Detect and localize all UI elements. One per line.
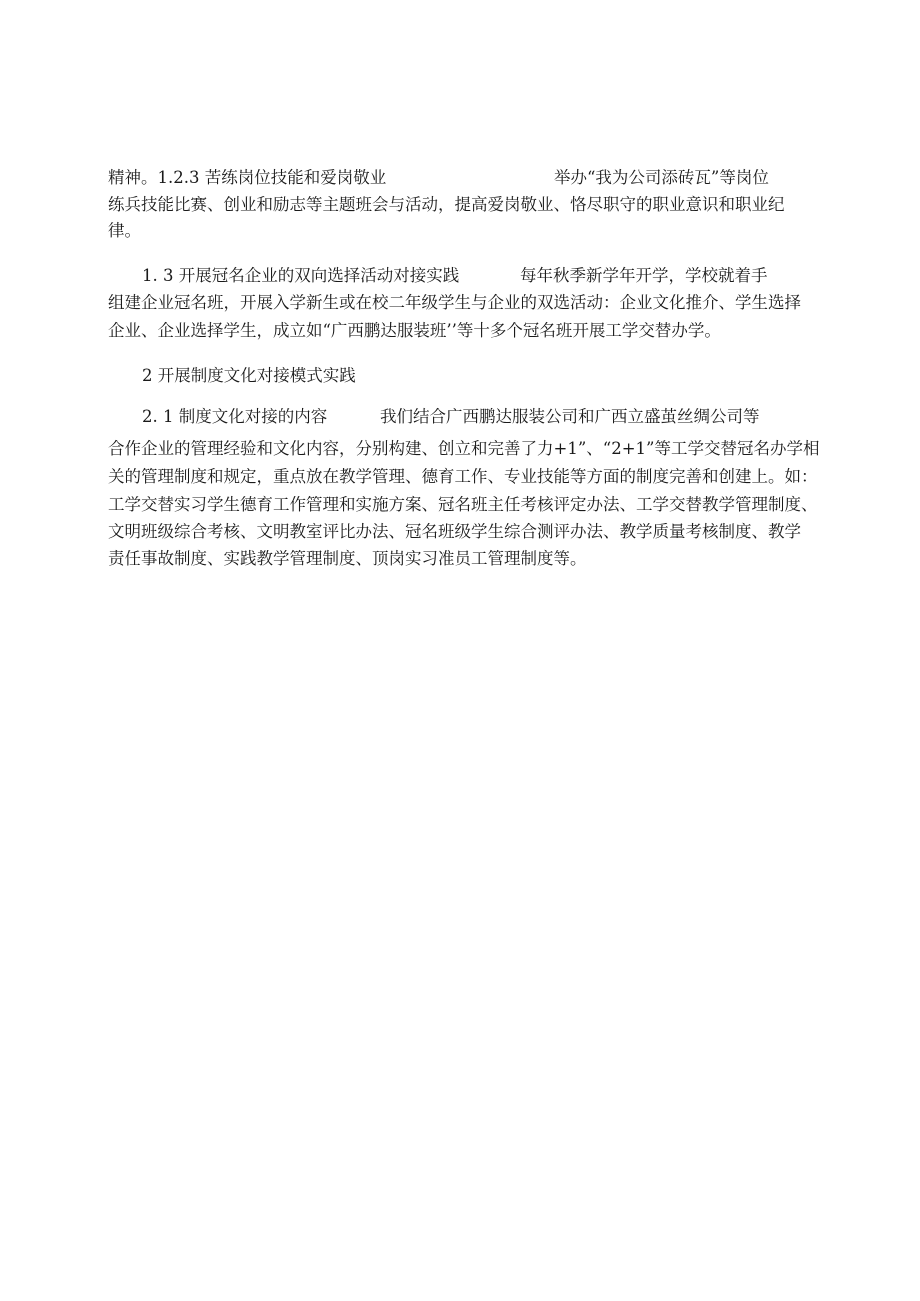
p3-line-1b: 我们结合广西鹏达服装公司和广西立盛茧丝绸公司等 bbox=[380, 407, 760, 426]
p3-line-5: 文明班级综合考核、文明教室评比办法、冠名班级学生综合测评办法、教学质量考核制度、教学 bbox=[108, 522, 801, 541]
p3-line-6: 责任事故制度、实践教学管理制度、顶岗实习准员工管理制度等。 bbox=[108, 549, 587, 568]
p2-line-2: 组建企业冠名班，开展入学新生或在校二年级学生与企业的双选活动：企业文化推介、学生选择 bbox=[108, 293, 801, 312]
p3-line-3: 关的管理制度和规定，重点放在教学管理、德育工作、专业技能等方面的制度完善和创建上。如： bbox=[108, 467, 818, 486]
p1-line-1b: 举办“我为公司添砖瓦”等岗位 bbox=[554, 168, 769, 187]
p1-line-1a: 精神。1.2.3 苦练岗位技能和爱岗敬业 bbox=[108, 168, 387, 187]
p1-line-2: 练兵技能比赛、创业和励志等主题班会与活动，提高爱岗敬业、恪尽职守的职业意识和职业纪 bbox=[108, 195, 785, 214]
p3-line-4: 工学交替实习学生德育工作管理和实施方案、冠名班主任考核评定办法、工学交替教学管理制度、 bbox=[108, 495, 818, 514]
p2-line-1b: 每年秋季新学年开学，学校就着手 bbox=[520, 266, 768, 285]
p3-line-2: 合作企业的管理经验和文化内容，分别构建、创立和完善了力+1”、“2+1”等工学交替冠名办学相 bbox=[108, 439, 820, 458]
p2-line-3: 企业、企业选择学生，成立如“广西鹏达服装班’’等十多个冠名班开展工学交替办学。 bbox=[108, 321, 721, 340]
p1-line-3: 律。 bbox=[108, 221, 141, 240]
p3-line-1a: 2. 1 制度文化对接的内容 bbox=[142, 407, 328, 426]
p2-line-1a: 1. 3 开展冠名企业的双向选择活动对接实践 bbox=[142, 266, 460, 285]
section-heading-2: 2 开展制度文化对接模式实践 bbox=[142, 366, 356, 385]
